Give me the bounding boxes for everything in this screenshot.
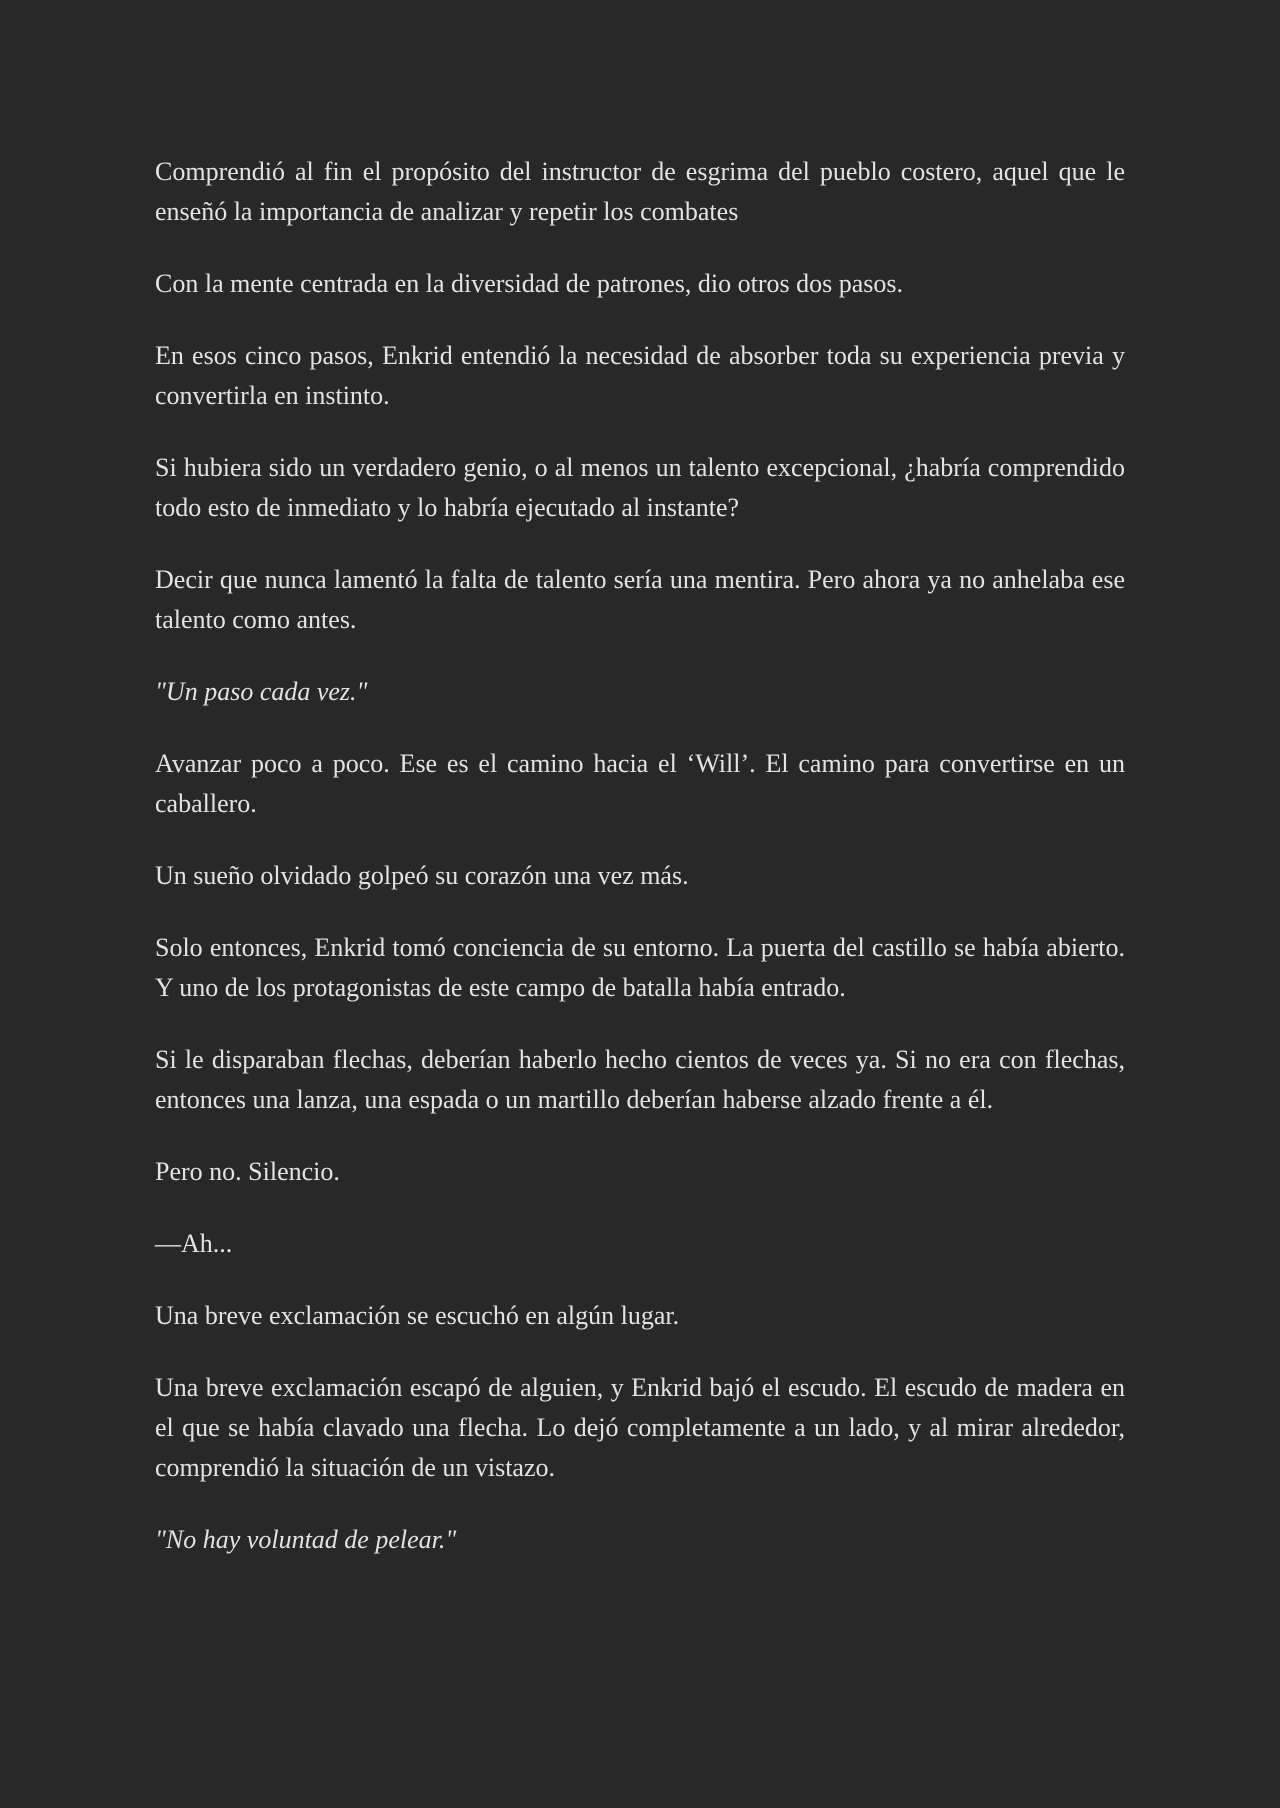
paragraph: Solo entonces, Enkrid tomó conciencia de su entorno. La puerta del castillo se había abierto. Y uno de los protagonistas de este campo de batalla había entrado. — [155, 933, 1125, 1002]
paragraph: —Ah... — [155, 1229, 233, 1258]
paragraph: En esos cinco pasos, Enkrid entendió la necesidad de absorber toda su experiencia previa y convertirla en instinto. — [155, 341, 1125, 410]
paragraph: Una breve exclamación escapó de alguien, y Enkrid bajó el escudo. El escudo de madera en el que se había clavado una flecha. Lo dejó completamente a un lado, y al mirar alrededor, comprendió la situación de un vistazo. — [155, 1373, 1125, 1482]
paragraph: "No hay voluntad de pelear." — [155, 1525, 457, 1554]
paragraph: Avanzar poco a poco. Ese es el camino hacia el ‘Will’. El camino para convertirse en un caballero. — [155, 749, 1125, 818]
paragraph: Si le disparaban flechas, deberían haberlo hecho cientos de veces ya. Si no era con flechas, entonces una lanza, una espada o un martillo deberían haberse alzado frente a él. — [155, 1045, 1125, 1114]
paragraph: Un sueño olvidado golpeó su corazón una vez más. — [155, 861, 689, 890]
paragraph: Una breve exclamación se escuchó en algún lugar. — [155, 1301, 680, 1330]
paragraph: Pero no. Silencio. — [155, 1157, 340, 1186]
text-column — [155, 0, 1125, 1560]
paragraph: "Un paso cada vez." — [155, 677, 368, 706]
paragraph: Comprendió al fin el propósito del instructor de esgrima del pueblo costero, aquel que le enseñó la importancia de analizar y repetir los combates — [155, 157, 1125, 226]
paragraph: Si hubiera sido un verdadero genio, o al menos un talento excepcional, ¿habría comprendido todo esto de inmediato y lo habría ejecutado al instante? — [155, 453, 1125, 522]
paragraph: Con la mente centrada en la diversidad de patrones, dio otros dos pasos. — [155, 269, 904, 298]
paragraph: Decir que nunca lamentó la falta de talento sería una mentira. Pero ahora ya no anhelaba ese talento como antes. — [155, 565, 1125, 634]
